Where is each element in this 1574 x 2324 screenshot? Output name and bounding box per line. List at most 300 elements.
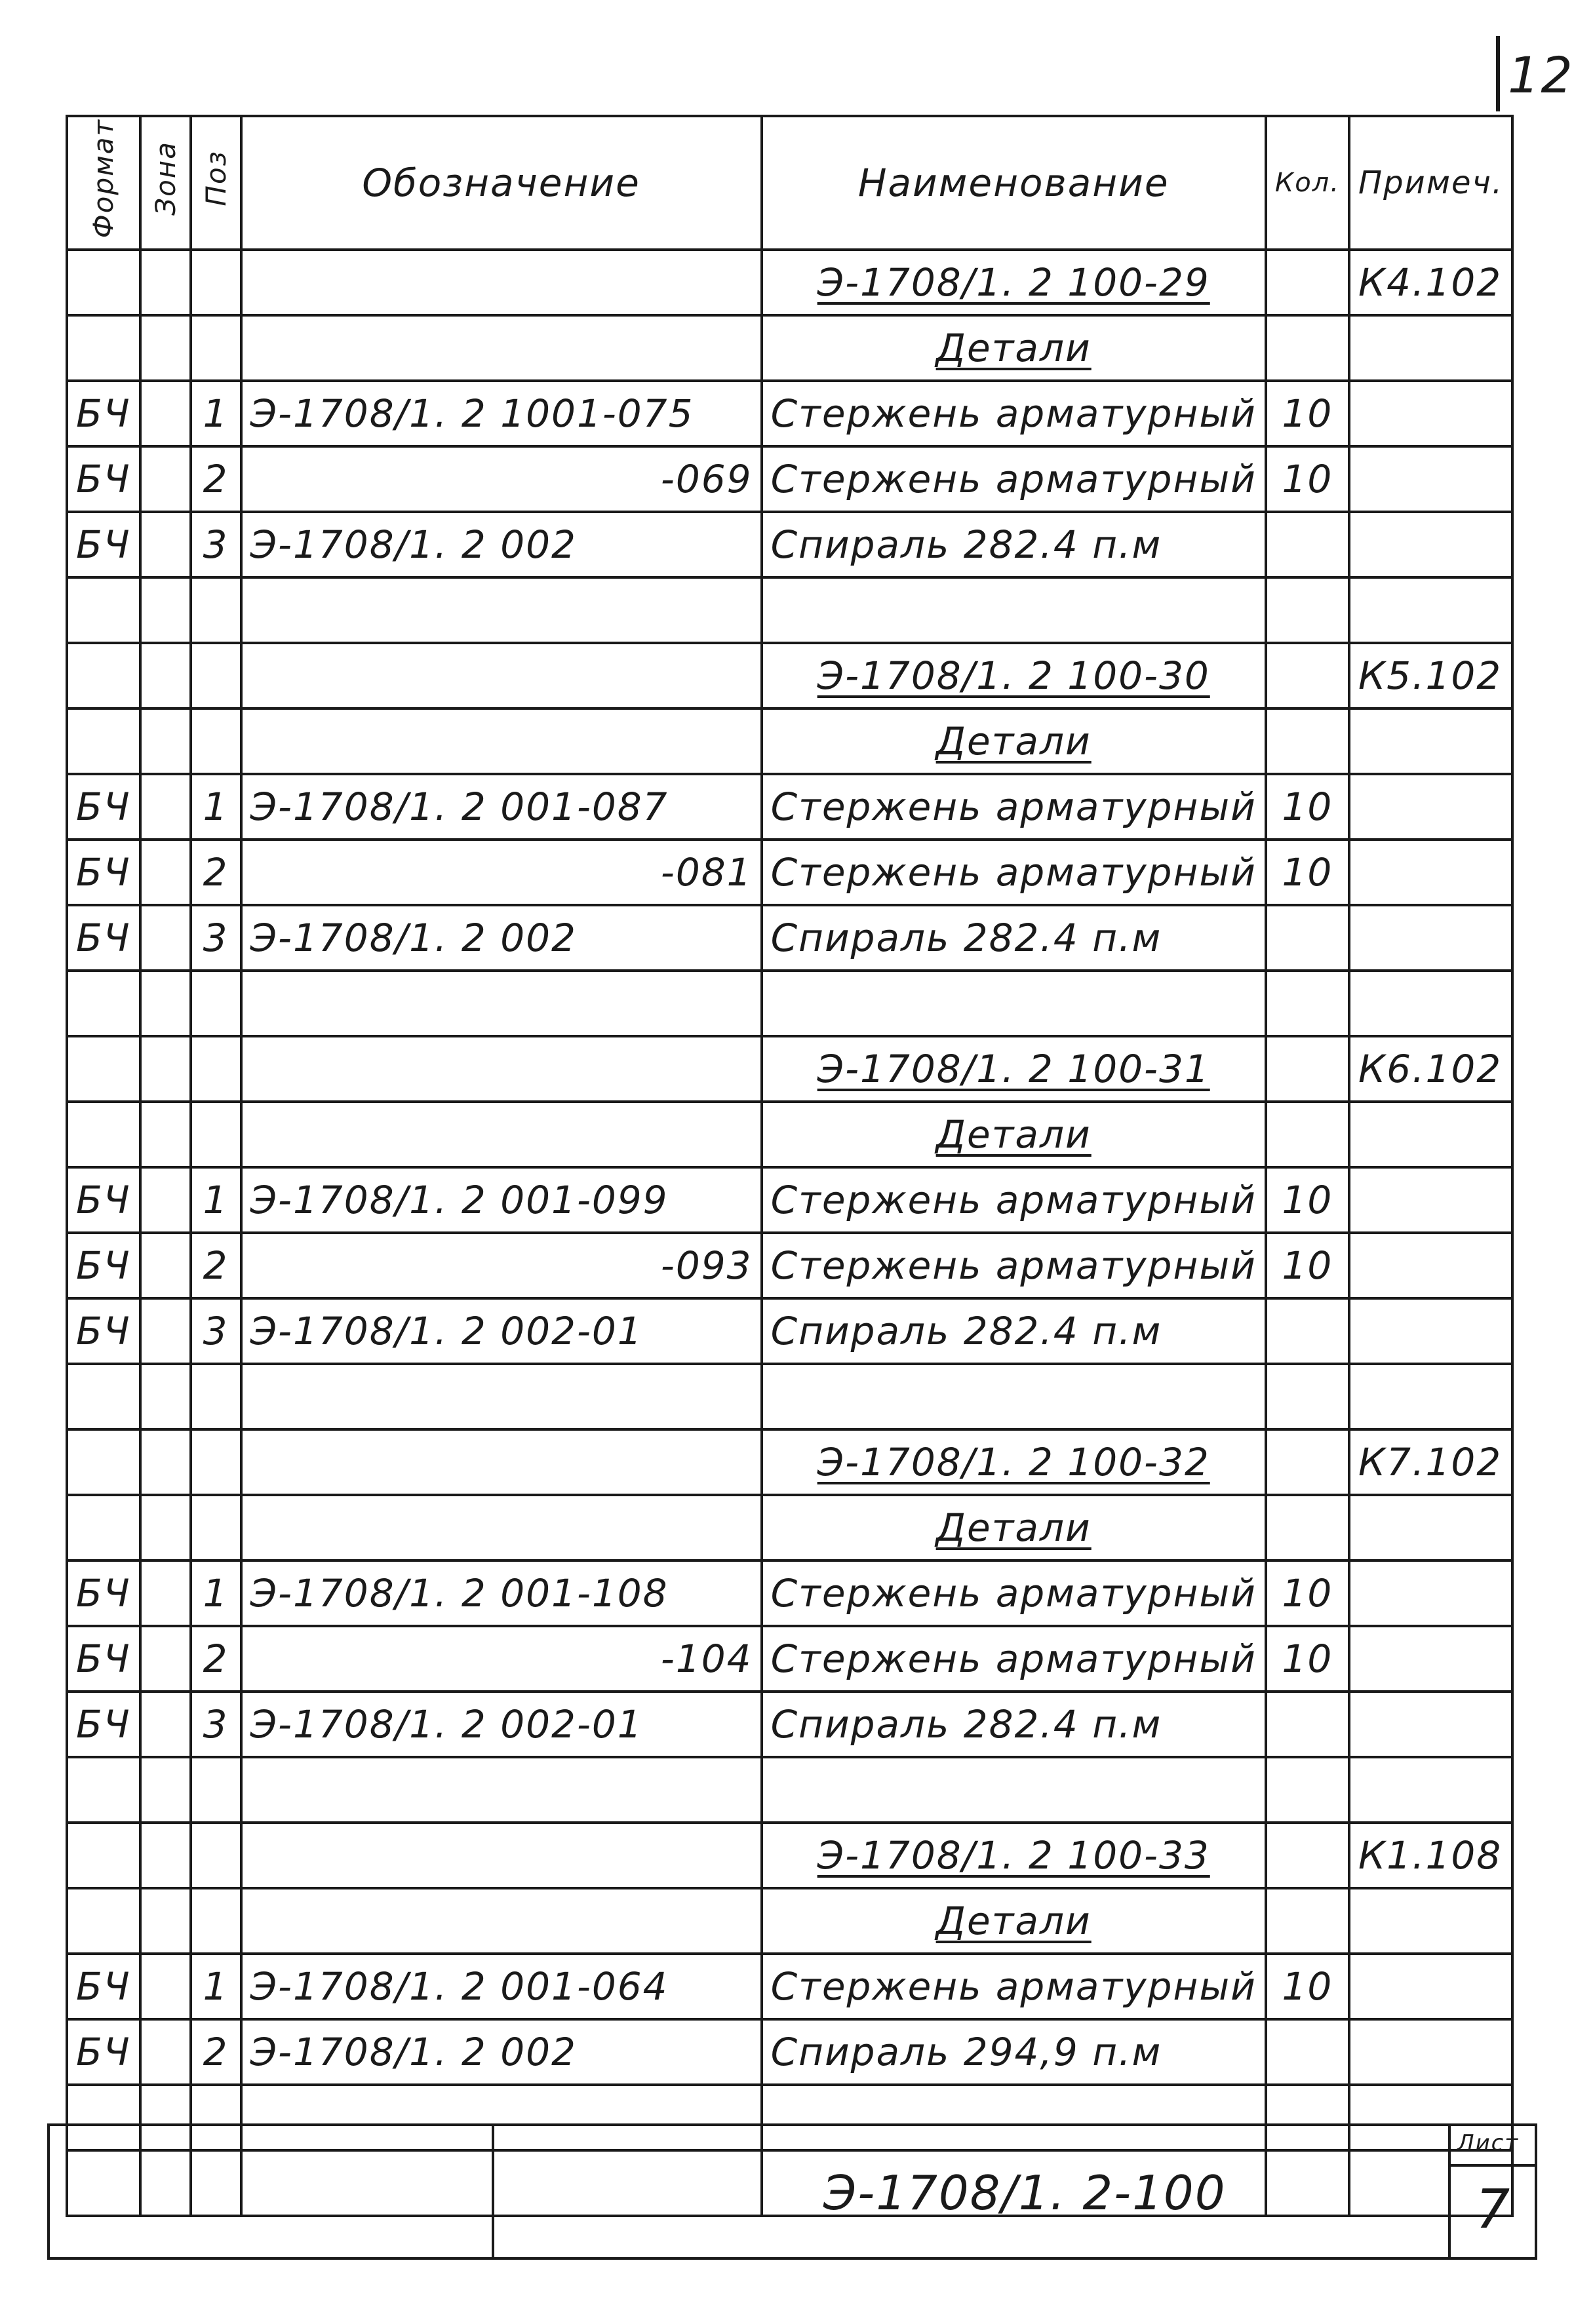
cell-qty-text: 10 xyxy=(1282,1178,1333,1222)
cell-format xyxy=(67,512,140,577)
cell-pos xyxy=(191,1298,241,1364)
cell-note xyxy=(1349,1954,1512,2019)
cell-note-text: К5.102 xyxy=(1358,653,1503,698)
cell-note xyxy=(1349,1364,1512,1429)
cell-format xyxy=(67,2019,140,2085)
cell-qty xyxy=(1266,1036,1349,1102)
table-row xyxy=(67,643,1512,708)
cell-name-text: Э-1708/1. 2 100-33 xyxy=(817,1833,1210,1878)
cell-note-text: К4.102 xyxy=(1358,260,1503,305)
table-row xyxy=(67,250,1512,315)
cell-pos-text: 2 xyxy=(203,850,229,895)
cell-name xyxy=(762,971,1266,1036)
table-row xyxy=(67,1429,1512,1495)
cell-pos-text: 1 xyxy=(203,1964,229,2009)
cell-name-text: Стержень арматурный xyxy=(770,784,1257,829)
cell-pos-text: 3 xyxy=(203,916,229,960)
cell-format-text: БЧ xyxy=(76,1702,131,1747)
cell-pos xyxy=(191,1692,241,1757)
cell-note xyxy=(1349,512,1512,577)
cell-format xyxy=(67,840,140,905)
sheet-label: Лист xyxy=(1457,2130,1520,2156)
cell-designation xyxy=(241,643,762,708)
cell-designation xyxy=(241,1102,762,1167)
cell-name xyxy=(762,315,1266,381)
cell-designation xyxy=(241,1036,762,1102)
cell-name-text: Э-1708/1. 2 100-31 xyxy=(817,1047,1210,1091)
cell-note xyxy=(1349,905,1512,971)
cell-format xyxy=(67,1757,140,1823)
cell-name-text: Спираль 282.4 п.м xyxy=(770,1702,1162,1747)
table-row xyxy=(67,315,1512,381)
cell-designation-text: Э-1708/1. 2 002 xyxy=(250,2030,577,2074)
cell-zone xyxy=(140,1036,191,1102)
cell-note xyxy=(1349,1560,1512,1626)
cell-pos xyxy=(191,1102,241,1167)
cell-pos xyxy=(191,1626,241,1692)
table-row xyxy=(67,708,1512,774)
cell-qty xyxy=(1266,1364,1349,1429)
table-row xyxy=(67,1036,1512,1102)
cell-pos-text: 1 xyxy=(203,1571,229,1616)
cell-pos xyxy=(191,1364,241,1429)
cell-qty xyxy=(1266,1233,1349,1298)
cell-designation xyxy=(241,315,762,381)
cell-name-text: Стержень арматурный xyxy=(770,850,1257,895)
cell-pos-text: 2 xyxy=(203,1636,229,1681)
cell-qty-text: 10 xyxy=(1282,1636,1333,1681)
cell-note xyxy=(1349,446,1512,512)
cell-note xyxy=(1349,708,1512,774)
cell-name xyxy=(762,1233,1266,1298)
cell-name-text: Стержень арматурный xyxy=(770,1243,1257,1288)
table-row xyxy=(67,774,1512,840)
table-row xyxy=(67,1233,1512,1298)
cell-designation-text: -069 xyxy=(660,457,753,501)
cell-qty xyxy=(1266,315,1349,381)
table-row xyxy=(67,1364,1512,1429)
cell-format-text: БЧ xyxy=(76,1243,131,1288)
cell-format xyxy=(67,1167,140,1233)
cell-pos-text: 1 xyxy=(203,784,229,829)
cell-designation xyxy=(241,1495,762,1560)
cell-note xyxy=(1349,774,1512,840)
cell-designation-text: -104 xyxy=(660,1636,753,1681)
cell-format-text: БЧ xyxy=(76,1964,131,2009)
title-block-divider xyxy=(492,2126,494,2257)
cell-format xyxy=(67,1823,140,1888)
cell-note xyxy=(1349,840,1512,905)
cell-designation xyxy=(241,1298,762,1364)
cell-format-text: БЧ xyxy=(76,2030,131,2074)
cell-pos xyxy=(191,905,241,971)
cell-name xyxy=(762,1692,1266,1757)
cell-qty xyxy=(1266,1823,1349,1888)
cell-pos-text: 3 xyxy=(203,1702,229,1747)
cell-format xyxy=(67,643,140,708)
cell-pos-text: 2 xyxy=(203,1243,229,1288)
cell-pos-text: 2 xyxy=(203,2030,229,2074)
cell-qty-text: 10 xyxy=(1282,1571,1333,1616)
cell-format-text: БЧ xyxy=(76,1571,131,1616)
cell-qty xyxy=(1266,1298,1349,1364)
cell-designation xyxy=(241,971,762,1036)
table-row xyxy=(67,1626,1512,1692)
cell-zone xyxy=(140,315,191,381)
cell-designation xyxy=(241,1954,762,2019)
cell-pos xyxy=(191,577,241,643)
cell-zone xyxy=(140,250,191,315)
cell-qty xyxy=(1266,708,1349,774)
cell-pos xyxy=(191,1560,241,1626)
cell-format xyxy=(67,971,140,1036)
cell-designation-text: Э-1708/1. 2 002-01 xyxy=(250,1702,643,1747)
cell-zone xyxy=(140,1298,191,1364)
cell-designation-text: Э-1708/1. 2 001-108 xyxy=(250,1571,669,1616)
header-format-label: Формат xyxy=(87,118,120,239)
cell-note-text: К7.102 xyxy=(1358,1440,1503,1484)
header-format xyxy=(67,116,140,250)
cell-qty-text: 10 xyxy=(1282,850,1333,895)
cell-name-text: Спираль 282.4 п.м xyxy=(770,1309,1162,1353)
cell-name xyxy=(762,1036,1266,1102)
table-row xyxy=(67,512,1512,577)
table-row xyxy=(67,1495,1512,1560)
table-body xyxy=(67,250,1512,2216)
cell-designation-text: Э-1708/1. 2 001-064 xyxy=(250,1964,669,2009)
cell-qty xyxy=(1266,840,1349,905)
cell-designation xyxy=(241,708,762,774)
cell-format xyxy=(67,1233,140,1298)
cell-designation xyxy=(241,1757,762,1823)
cell-pos xyxy=(191,315,241,381)
document-code: Э-1708/1. 2-100 xyxy=(823,2165,1227,2220)
cell-note xyxy=(1349,381,1512,446)
table-row xyxy=(67,1560,1512,1626)
cell-qty-text: 10 xyxy=(1282,391,1333,436)
cell-pos xyxy=(191,446,241,512)
cell-zone xyxy=(140,1495,191,1560)
cell-designation xyxy=(241,250,762,315)
cell-format-text: БЧ xyxy=(76,916,131,960)
cell-note xyxy=(1349,1888,1512,1954)
table-row xyxy=(67,971,1512,1036)
cell-designation xyxy=(241,2019,762,2085)
cell-name xyxy=(762,1429,1266,1495)
cell-pos xyxy=(191,1167,241,1233)
header-pos xyxy=(191,116,241,250)
cell-format xyxy=(67,1429,140,1495)
specification-table xyxy=(66,115,1514,2217)
table-row xyxy=(67,1102,1512,1167)
cell-format xyxy=(67,315,140,381)
cell-name-text: Стержень арматурный xyxy=(770,1636,1257,1681)
cell-pos-text: 2 xyxy=(203,457,229,501)
cell-format-text: БЧ xyxy=(76,457,131,501)
cell-zone xyxy=(140,446,191,512)
cell-pos xyxy=(191,708,241,774)
cell-format xyxy=(67,774,140,840)
cell-name xyxy=(762,1102,1266,1167)
cell-pos-text: 3 xyxy=(203,1309,229,1353)
cell-name xyxy=(762,250,1266,315)
cell-designation xyxy=(241,512,762,577)
cell-name-text: Стержень арматурный xyxy=(770,1178,1257,1222)
cell-name-text: Стержень арматурный xyxy=(770,1571,1257,1616)
cell-zone xyxy=(140,1626,191,1692)
cell-designation-text: Э-1708/1. 2 001-099 xyxy=(250,1178,669,1222)
cell-name-text: Стержень арматурный xyxy=(770,1964,1257,2009)
cell-zone xyxy=(140,774,191,840)
table-header xyxy=(67,116,1512,250)
cell-qty-text: 10 xyxy=(1282,1243,1333,1288)
table-row xyxy=(67,1167,1512,1233)
cell-pos xyxy=(191,1036,241,1102)
cell-qty xyxy=(1266,1626,1349,1692)
cell-zone xyxy=(140,971,191,1036)
cell-designation-text: Э-1708/1. 2 1001-075 xyxy=(250,391,694,436)
cell-format xyxy=(67,1102,140,1167)
header-pos-label: Поз xyxy=(199,150,232,206)
cell-format xyxy=(67,1888,140,1954)
cell-qty xyxy=(1266,1560,1349,1626)
cell-qty-text: 10 xyxy=(1282,1964,1333,2009)
cell-qty xyxy=(1266,1102,1349,1167)
cell-pos xyxy=(191,250,241,315)
cell-designation-text: Э-1708/1. 2 002 xyxy=(250,916,577,960)
cell-format xyxy=(67,708,140,774)
cell-format-text: БЧ xyxy=(76,522,131,567)
cell-name xyxy=(762,1954,1266,2019)
table-row xyxy=(67,1954,1512,2019)
cell-zone xyxy=(140,840,191,905)
cell-qty xyxy=(1266,1888,1349,1954)
cell-designation xyxy=(241,905,762,971)
cell-name xyxy=(762,381,1266,446)
cell-designation xyxy=(241,1167,762,1233)
cell-format xyxy=(67,1954,140,2019)
cell-note-text: К6.102 xyxy=(1358,1047,1503,1091)
cell-qty xyxy=(1266,2019,1349,2085)
cell-note xyxy=(1349,1626,1512,1692)
table-row xyxy=(67,1823,1512,1888)
cell-name-text: Э-1708/1. 2 100-32 xyxy=(817,1440,1210,1484)
cell-qty xyxy=(1266,905,1349,971)
cell-format xyxy=(67,1036,140,1102)
cell-qty xyxy=(1266,446,1349,512)
cell-name xyxy=(762,2019,1266,2085)
cell-note xyxy=(1349,1823,1512,1888)
cell-designation xyxy=(241,446,762,512)
cell-qty xyxy=(1266,1954,1349,2019)
cell-pos xyxy=(191,2019,241,2085)
cell-name-text: Детали xyxy=(935,326,1092,370)
cell-zone xyxy=(140,1364,191,1429)
cell-designation xyxy=(241,1560,762,1626)
cell-name xyxy=(762,1495,1266,1560)
cell-note xyxy=(1349,971,1512,1036)
cell-qty xyxy=(1266,1495,1349,1560)
cell-zone xyxy=(140,1167,191,1233)
cell-name xyxy=(762,1888,1266,1954)
table-row xyxy=(67,1692,1512,1757)
cell-note xyxy=(1349,1429,1512,1495)
cell-zone xyxy=(140,708,191,774)
cell-note xyxy=(1349,1692,1512,1757)
cell-designation-text: Э-1708/1. 2 001-087 xyxy=(250,784,669,829)
cell-qty xyxy=(1266,381,1349,446)
cell-pos xyxy=(191,1888,241,1954)
cell-pos-text: 1 xyxy=(203,391,229,436)
cell-name xyxy=(762,1626,1266,1692)
cell-format xyxy=(67,1364,140,1429)
cell-zone xyxy=(140,1823,191,1888)
cell-name xyxy=(762,1823,1266,1888)
cell-format-text: БЧ xyxy=(76,1309,131,1353)
cell-name xyxy=(762,1364,1266,1429)
cell-note xyxy=(1349,1495,1512,1560)
table-row xyxy=(67,381,1512,446)
cell-pos xyxy=(191,1954,241,2019)
cell-format-text: БЧ xyxy=(76,1178,131,1222)
table-row xyxy=(67,1888,1512,1954)
table-row xyxy=(67,840,1512,905)
cell-pos xyxy=(191,1429,241,1495)
table-row xyxy=(67,577,1512,643)
cell-name-text: Э-1708/1. 2 100-30 xyxy=(817,653,1210,698)
header-zone-label: Зона xyxy=(149,141,182,216)
cell-name-text: Стержень арматурный xyxy=(770,457,1257,501)
cell-pos-text: 3 xyxy=(203,522,229,567)
cell-pos xyxy=(191,971,241,1036)
cell-pos-text: 1 xyxy=(203,1178,229,1222)
cell-format xyxy=(67,1626,140,1692)
cell-qty xyxy=(1266,512,1349,577)
cell-zone xyxy=(140,2019,191,2085)
cell-qty xyxy=(1266,774,1349,840)
header-name: Наименование xyxy=(762,116,1266,250)
cell-zone xyxy=(140,905,191,971)
cell-note xyxy=(1349,1167,1512,1233)
cell-name xyxy=(762,1757,1266,1823)
cell-name-text: Детали xyxy=(935,719,1092,764)
cell-designation xyxy=(241,381,762,446)
cell-note xyxy=(1349,1233,1512,1298)
cell-designation-text: -093 xyxy=(660,1243,753,1288)
cell-note xyxy=(1349,250,1512,315)
page-number-rule xyxy=(1496,36,1500,111)
cell-designation xyxy=(241,1626,762,1692)
cell-pos xyxy=(191,381,241,446)
cell-note xyxy=(1349,643,1512,708)
cell-name xyxy=(762,643,1266,708)
cell-zone xyxy=(140,1954,191,2019)
cell-note-text: К1.108 xyxy=(1358,1833,1503,1878)
cell-zone xyxy=(140,577,191,643)
cell-note xyxy=(1349,1102,1512,1167)
cell-zone xyxy=(140,1757,191,1823)
cell-zone xyxy=(140,1233,191,1298)
cell-name xyxy=(762,840,1266,905)
cell-name-text: Стержень арматурный xyxy=(770,391,1257,436)
cell-zone xyxy=(140,1692,191,1757)
sheet-box xyxy=(1448,2126,1535,2257)
header-zone xyxy=(140,116,191,250)
title-block xyxy=(47,2123,1537,2260)
cell-zone xyxy=(140,643,191,708)
cell-pos xyxy=(191,643,241,708)
cell-zone xyxy=(140,1560,191,1626)
cell-format xyxy=(67,1298,140,1364)
cell-qty xyxy=(1266,1692,1349,1757)
cell-name xyxy=(762,577,1266,643)
cell-format xyxy=(67,446,140,512)
cell-name-text: Спираль 282.4 п.м xyxy=(770,522,1162,567)
cell-zone xyxy=(140,512,191,577)
cell-name xyxy=(762,1167,1266,1233)
cell-qty-text: 10 xyxy=(1282,457,1333,501)
cell-designation xyxy=(241,1364,762,1429)
cell-pos xyxy=(191,1233,241,1298)
cell-designation-text: -081 xyxy=(660,850,753,895)
cell-note xyxy=(1349,315,1512,381)
sheet-separator xyxy=(1451,2164,1535,2167)
cell-note xyxy=(1349,1298,1512,1364)
cell-designation-text: Э-1708/1. 2 002 xyxy=(250,522,577,567)
cell-name-text: Детали xyxy=(935,1505,1092,1550)
cell-qty xyxy=(1266,1757,1349,1823)
header-note: Примеч. xyxy=(1349,116,1512,250)
cell-designation xyxy=(241,1823,762,1888)
sheet-number: 7 xyxy=(1476,2179,1512,2241)
cell-designation xyxy=(241,1233,762,1298)
cell-name xyxy=(762,512,1266,577)
cell-zone xyxy=(140,1888,191,1954)
cell-qty xyxy=(1266,1429,1349,1495)
cell-name xyxy=(762,774,1266,840)
cell-name-text: Детали xyxy=(935,1899,1092,1943)
table-row xyxy=(67,2019,1512,2085)
cell-designation xyxy=(241,577,762,643)
cell-format-text: БЧ xyxy=(76,850,131,895)
cell-zone xyxy=(140,1429,191,1495)
cell-format xyxy=(67,250,140,315)
cell-name-text: Э-1708/1. 2 100-29 xyxy=(817,260,1210,305)
cell-pos xyxy=(191,1823,241,1888)
cell-qty xyxy=(1266,250,1349,315)
page-number: 12 xyxy=(1508,46,1574,104)
cell-qty-text: 10 xyxy=(1282,784,1333,829)
cell-format-text: БЧ xyxy=(76,784,131,829)
header-qty: Кол. xyxy=(1266,116,1349,250)
cell-zone xyxy=(140,381,191,446)
cell-format-text: БЧ xyxy=(76,1636,131,1681)
cell-format xyxy=(67,1495,140,1560)
cell-pos xyxy=(191,512,241,577)
header-designation: Обозначение xyxy=(241,116,762,250)
cell-name-text: Детали xyxy=(935,1112,1092,1157)
table-row xyxy=(67,1757,1512,1823)
cell-pos xyxy=(191,1495,241,1560)
cell-note xyxy=(1349,2019,1512,2085)
cell-qty xyxy=(1266,643,1349,708)
cell-note xyxy=(1349,577,1512,643)
table-row xyxy=(67,1298,1512,1364)
cell-note xyxy=(1349,1036,1512,1102)
table-row xyxy=(67,446,1512,512)
cell-name xyxy=(762,905,1266,971)
cell-format xyxy=(67,381,140,446)
